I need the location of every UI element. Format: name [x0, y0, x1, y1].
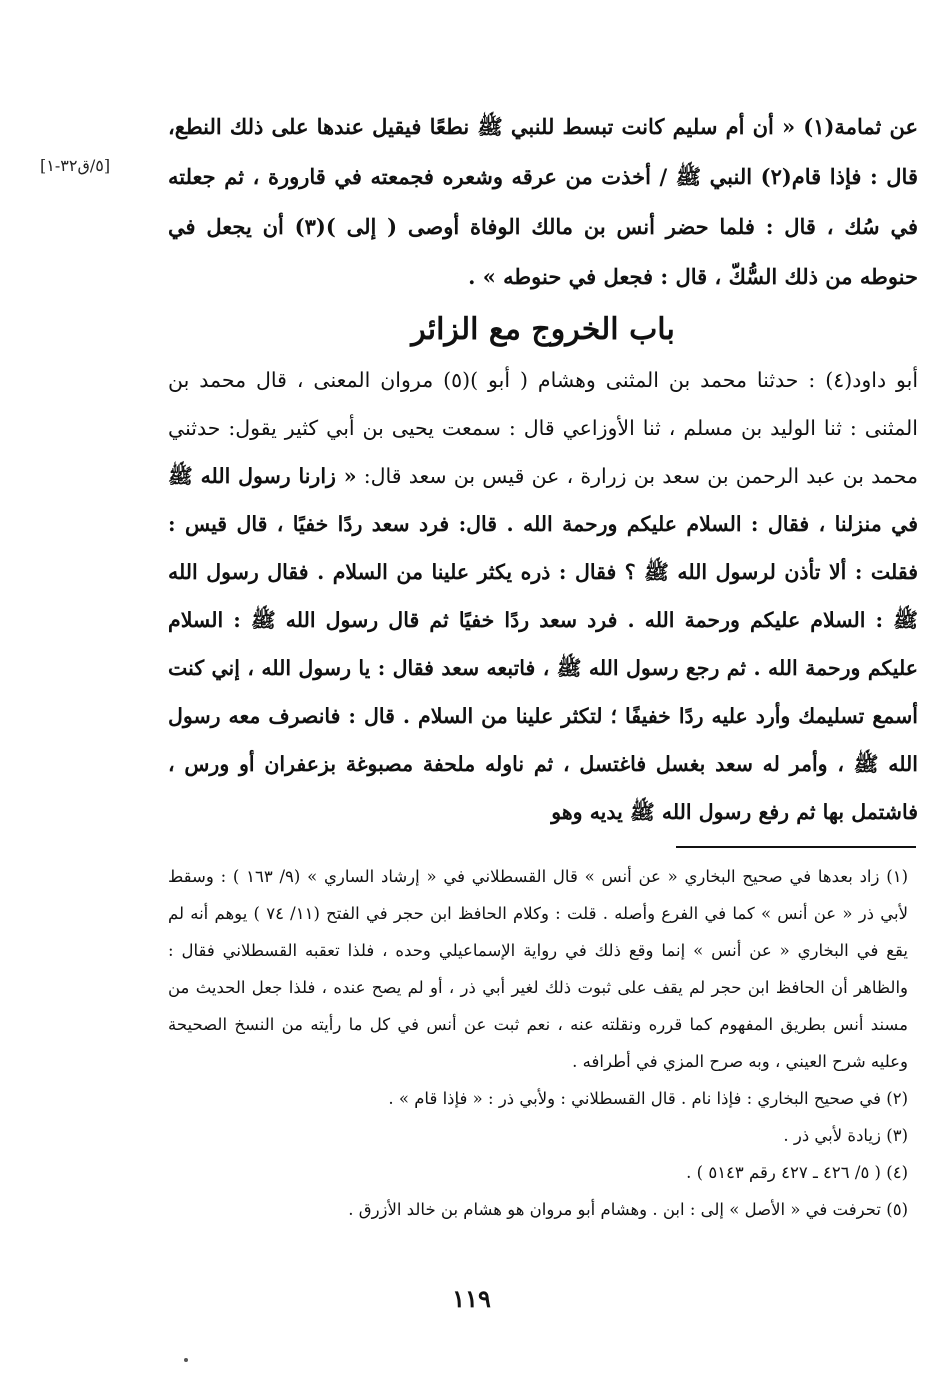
footnote-2: (٢) في صحيح البخاري : فإذا نام . قال القسطلاني : ولأبي ذر : « فإذا قام » .: [388, 1089, 908, 1108]
isnad-chain: أبو داود(٤) : حدثنا محمد بن المثنى وهشام ( أبو )(٥) مروان المعنى ، قال محمد بن المثنى : ثنا الوليد بن مسلم ، ثنا الأوزاعي قال : سمعت يحيى بن أبي كثير يقول: حدثني محمد بن عبد الرحمن بن سعد بن زرارة ، عن قيس بن سعد قال:: [168, 368, 919, 488]
chapter-body: [168, 356, 918, 836]
chapter-heading: باب الخروج مع الزائر: [411, 312, 675, 347]
footnote-4: (٤) ( ٥/ ٤٢٦ ـ ٤٢٧ رقم ٥١٤٣ ) .: [686, 1163, 908, 1182]
page-number: ١١٩: [452, 1284, 491, 1313]
hadith-text: [168, 356, 918, 836]
opening-hadith: [168, 102, 918, 302]
footnote-separator: [676, 846, 916, 848]
footnote-5: (٥) تحرفت في « الأصل » إلى : ابن . وهشام أبو مروان هو هشام بن خالد الأزرق .: [348, 1200, 908, 1219]
footnote-3: (٣) زيادة لأبي ذر .: [783, 1126, 908, 1145]
footnotes: [168, 858, 908, 1228]
hadith-matn: « زارنا رسول الله ﷺ في منزلنا ، فقال : السلام عليكم ورحمة الله . قال: فرد سعد ردًا خفيًا ، قال قيس : فقلت : ألا تأذن لرسول الله ﷺ ؟ فقال : ذره يكثر علينا من السلام . فقال رسول الله ﷺ : السلام عليكم ورحمة الله . فرد سعد ردًا خفيًا ثم قال رسول الله ﷺ : السلام عليكم ورحمة الله . ثم رجع رسول الله ﷺ ، فاتبعه سعد فقال : يا رسول الله ، إني كنت أسمع تسليمك وأرد عليه ردًا خفيفًا ؛ لتكثر علينا من السلام . قال : فانصرف معه رسول الله ﷺ ، وأمر له سعد بغسل فاغتسل ، ثم ناوله ملحفة مصبوغة بزعفران أو ورس ، فاشتمل بها ثم رفع رسول الله ﷺ يديه وهو: [168, 464, 918, 824]
scan-speck: [184, 1358, 188, 1362]
hadith-paragraph: عن ثمامة(١) « أن أم سليم كانت تبسط للنبي ﷺ نطعًا فيقيل عندها على ذلك النطع، قال : فإذا قام(٢) النبي ﷺ / أخذت من عرقه وشعره فجمعته في قارورة ، ثم جعلته في سُك ، قال : فلما حضر أنس بن مالك الوفاة أوصى ( إلى )(٣) أن يجعل في حنوطه من ذلك السُّكّ ، قال : فجعل في حنوطه » .: [168, 114, 919, 289]
manuscript-folio-reference: [٥/ق٣٢-١]: [40, 156, 111, 175]
footnote-1: (١) زاد بعدها في صحيح البخاري « عن أنس » قال القسطلاني في « إرشاد الساري » (٩/ ١٦٣ ) : وسقط لأبي ذر « عن أنس » كما في الفرع وأصله . قلت : وكلام الحافظ ابن حجر في الفتح (١١/ ٧٤ ) يوهم أنه لم يقع في البخاري « عن أنس » إنما وقع ذلك في رواية الإسماعيلي وحده ، فلذا تعقبه القسطلاني فقال : والظاهر أن الحافظ ابن حجر لم يقف على ثبوت ذلك لغير أبي ذر ، أو لم يصح عنده ، فلذا جعل الحديث من مسند أنس بطريق المفهوم كما قرره ونقلته عنه ، نعم ثبت عن أنس في كل ما رأيته من النسخ الصحيحة وعليه شرح العيني ، وبه صرح المزي في أطرافه .: [168, 867, 909, 1071]
